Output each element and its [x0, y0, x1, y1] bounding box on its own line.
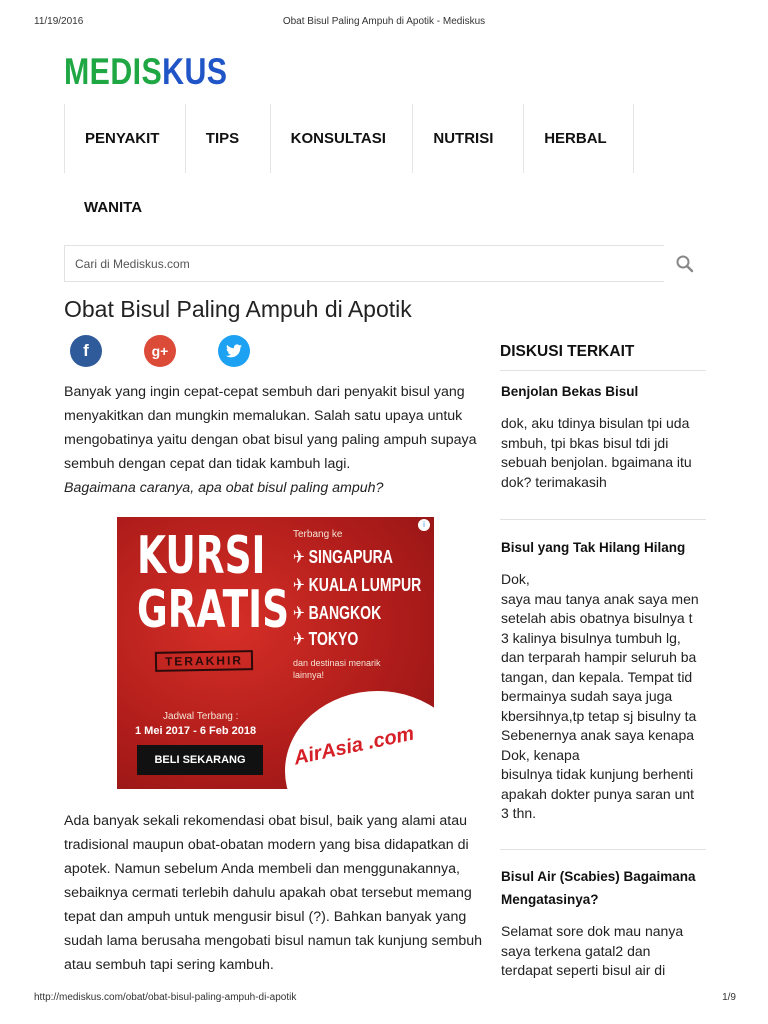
ad-destination: ✈ SINGAPURA	[293, 547, 393, 567]
sidebar-discussion-title[interactable]: Benjolan Bekas Bisul	[501, 384, 639, 399]
sidebar-discussion-excerpt: Selamat sore dok mau nanya saya terkena gatal2 dan terdapat seperti bisul air di	[501, 923, 684, 978]
twitter-share-button[interactable]	[218, 335, 250, 367]
nav-item-penyakit[interactable]: PENYAKIT	[64, 104, 185, 173]
nav-item-konsultasi[interactable]: KONSULTASI	[270, 104, 413, 173]
logo-part2: KUS	[162, 51, 228, 92]
facebook-icon: f	[83, 341, 89, 360]
sidebar-title: DISKUSI TERKAIT	[500, 343, 635, 360]
ad-headline-line2: GRATIS	[137, 580, 290, 640]
print-page-number: 1/9	[722, 992, 736, 1003]
site-logo[interactable]	[64, 52, 227, 92]
google-plus-icon: g+	[151, 343, 169, 359]
sidebar-discussion-excerpt: dok, aku tdinya bisulan tpi uda smbuh, tpi bkas bisul tdi jdi sebuah benjolan. bgaimana itu dok? terimakasih	[501, 415, 692, 490]
print-date: 11/19/2016	[34, 16, 84, 27]
paragraph-text: Banyak yang ingin cepat-cepat sembuh dari penyakit bisul yang menyakitkan dan mungkin memalukan. Salah satu upaya untuk mengobatinya yaitu dengan obat bisul yang paling ampuh supaya sembuh dengan cepat dan tidak kambuh lagi.	[64, 384, 477, 472]
facebook-share-button[interactable]	[70, 335, 102, 367]
search-box	[64, 245, 664, 282]
nav-item-tips[interactable]: TIPS	[185, 104, 270, 173]
print-footer	[0, 992, 768, 1008]
ad-info-icon[interactable]: i	[418, 519, 430, 531]
article-paragraph-2: Ada banyak sekali rekomendasi obat bisul, baik yang alami atau tradisional maupun obat-obatan modern yang bisa didapatkan di apotek. Namun sebelum Anda membeli dan menggunakannya, sebaiknya cermati terlebih dahulu apakah obat tersebut memang tepat dan ampuh untuk mengusir bisul (?). Bahkan banyak yang sudah lama berusaha mengobati bisul namun tak kunjung sembuh atau sembuh tapi sering kambuh.	[64, 813, 483, 973]
ad-terbang-ke: Terbang ke	[293, 529, 343, 540]
ad-jadwal: 1 Mei 2017 - 6 Feb 2018	[135, 725, 257, 737]
paragraph-italic-question: Bagaimana caranya, apa obat bisul paling ampuh?	[64, 480, 384, 496]
nav-item-herbal[interactable]: HERBAL	[523, 104, 634, 173]
sidebar-discussion-title[interactable]: Bisul Air (Scabies) Bagaimana Mengatasinya?	[501, 869, 696, 907]
ad-cta-button[interactable]: BELI SEKARANG	[137, 745, 263, 775]
print-header	[0, 16, 768, 32]
article-title: Obat Bisul Paling Ampuh di Apotik	[64, 296, 412, 322]
airasia-logo: AirAsia .com	[291, 722, 417, 770]
nav-item-nutrisi[interactable]: NUTRISI	[412, 104, 523, 173]
twitter-icon	[226, 344, 242, 358]
ad-headline	[137, 526, 290, 640]
sidebar-divider	[500, 519, 706, 520]
airasia-ad-banner[interactable]	[117, 517, 434, 789]
ad-stamp: TERAKHIR	[155, 650, 253, 672]
sidebar-discussion-title[interactable]: Bisul yang Tak Hilang Hilang	[501, 540, 686, 555]
ad-headline-line1: KURSI	[137, 526, 266, 586]
main-nav	[64, 104, 634, 242]
article-paragraph-1	[64, 380, 490, 500]
ad-jadwal-label: Jadwal Terbang :	[163, 711, 239, 722]
ad-destination: ✈ BANGKOK	[293, 603, 382, 623]
print-title: Obat Bisul Paling Ampuh di Apotik - Mediskus	[282, 16, 486, 27]
search-icon[interactable]	[674, 253, 696, 275]
ad-destination: ✈ TOKYO	[293, 629, 359, 649]
google-plus-share-button[interactable]	[144, 335, 176, 367]
ad-lainnya: dan destinasi menarik lainnya!	[293, 658, 381, 680]
sidebar-discussion-excerpt: Dok, saya mau tanya anak saya men setelah abis obatnya bisulnya t 3 kalinya bisulnya tumbuh lg, dan terparah hampir seluruh ba tangan, dan kepala. Tempat tid bermainya sudah saya juga kbersihnya,tp tetap sj bisulny ta Sebenernya anak saya kenapa Dok, kenapa bisulnya tidak kunjung berhenti apakah dokter punya saran unt 3 thn.	[501, 571, 699, 821]
nav-item-wanita[interactable]: WANITA	[84, 199, 143, 216]
search-input[interactable]	[65, 246, 664, 281]
sidebar-divider	[500, 370, 706, 371]
print-url: http://mediskus.com/obat/obat-bisul-paling-ampuh-di-apotik	[34, 992, 297, 1003]
ad-destination: ✈ KUALA LUMPUR	[293, 575, 422, 595]
sidebar-divider	[500, 849, 706, 850]
logo-part1: MEDIS	[64, 51, 163, 92]
